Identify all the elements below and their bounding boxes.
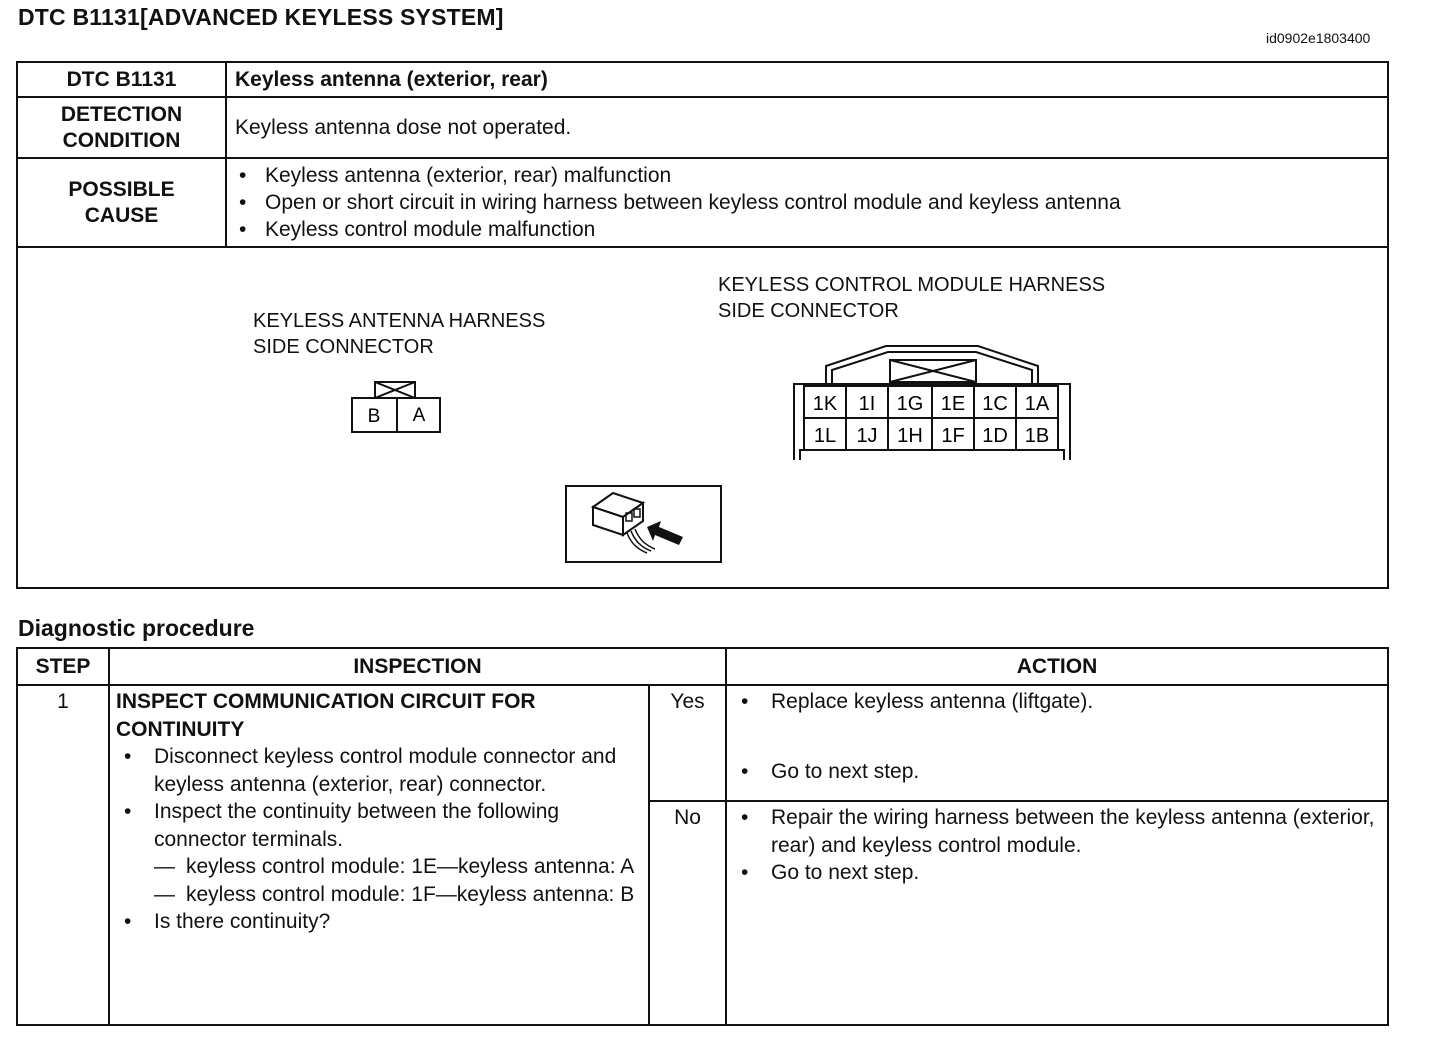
diagnostic-procedure-table [16, 647, 1389, 1026]
module-connector-icon [788, 338, 1078, 463]
procedure-header-row [17, 648, 1388, 685]
module-label-line-1: KEYLESS CONTROL MODULE HARNESS [718, 274, 1106, 296]
inspection-subitem: — keyless control module: 1E—keyless antenna: A [116, 853, 642, 881]
module-pin: 1I [858, 393, 876, 415]
column-header-action: ACTION [726, 648, 1388, 685]
cause-item: • Open or short circuit in wiring harness between keyless control module and keyless antenna [227, 189, 1386, 216]
column-header-step: STEP [17, 648, 109, 685]
module-pin: 1B [1024, 425, 1050, 447]
module-pin: 1H [897, 425, 923, 447]
cause-list-cell [226, 158, 1388, 247]
inspection-item: • Is there continuity? [116, 908, 642, 936]
yes-action-cell [726, 685, 1388, 801]
inspection-cell [109, 685, 649, 1025]
cause-label [17, 158, 226, 247]
procedure-title: Diagnostic procedure [18, 615, 255, 641]
module-pin: 1C [982, 393, 1008, 415]
action-item: • Go to next step. [733, 859, 1381, 887]
action-item: • Replace keyless antenna (liftgate). [733, 688, 1381, 716]
antenna-label-line-1: KEYLESS ANTENNA HARNESS [253, 310, 546, 332]
detection-label [17, 97, 226, 158]
yes-label: Yes [649, 685, 726, 801]
yes-action-list [733, 688, 1381, 785]
procedure-row-yes [17, 685, 1388, 801]
antenna-label-line-2: SIDE CONNECTOR [253, 336, 434, 358]
module-pin: 1J [856, 425, 878, 447]
module-pin: 1A [1024, 393, 1050, 415]
detection-label-line-1: DETECTION [60, 102, 183, 126]
cause-label-line-1: POSSIBLE [68, 177, 175, 201]
diagram-row [17, 247, 1388, 588]
cause-list [227, 162, 1386, 243]
no-action-list [733, 804, 1381, 887]
no-action-cell [726, 801, 1388, 1025]
cause-label-line-2: CAUSE [84, 203, 159, 227]
inspection-subitem: — keyless control module: 1F—keyless antenna: B [116, 881, 642, 909]
inspection-item: • Disconnect keyless control module connector and keyless antenna (exterior, rear) connector. [116, 743, 642, 798]
module-pin: 1G [896, 393, 924, 415]
module-label-line-2: SIDE CONNECTOR [718, 300, 899, 322]
antenna-pin-b: B [367, 406, 381, 427]
connector-diagram [17, 247, 1388, 588]
module-pin: 1D [982, 425, 1008, 447]
action-item: • Repair the wiring harness between the keyless antenna (exterior, rear) and keyless control module. [733, 804, 1381, 859]
inspection-title: INSPECT COMMUNICATION CIRCUIT FOR CONTINUITY [116, 690, 536, 741]
no-label: No [649, 801, 726, 1025]
dtc-info-table [16, 61, 1389, 589]
page-title: DTC B1131[ADVANCED KEYLESS SYSTEM] [18, 4, 504, 30]
antenna-connector-label [253, 308, 545, 360]
module-connector-label [718, 272, 1105, 324]
document-id: id0902e1803400 [1266, 30, 1371, 46]
dtc-value: Keyless antenna (exterior, rear) [226, 62, 1388, 97]
module-pin: 1F [941, 425, 965, 447]
inspection-item: • Inspect the continuity between the following connector terminals. [116, 798, 642, 853]
cause-item: • Keyless control module malfunction [227, 216, 1386, 243]
module-pin: 1E [940, 393, 966, 415]
detection-row [17, 97, 1388, 158]
antenna-pin-a: A [412, 405, 426, 426]
module-pin: 1L [813, 425, 837, 447]
action-item: • Go to next step. [733, 758, 1381, 786]
detection-value: Keyless antenna dose not operated. [226, 97, 1388, 158]
harness-side-view-icon [565, 485, 723, 565]
module-pin: 1K [812, 393, 838, 415]
dtc-label: DTC B1131 [17, 62, 226, 97]
cause-item: • Keyless antenna (exterior, rear) malfunction [227, 162, 1386, 189]
detection-label-line-2: CONDITION [62, 128, 181, 152]
antenna-connector-icon [348, 378, 448, 438]
cause-row [17, 158, 1388, 247]
step-number: 1 [17, 685, 109, 1025]
column-header-inspection: INSPECTION [109, 648, 726, 685]
inspection-list [116, 743, 642, 936]
dtc-row [17, 62, 1388, 97]
